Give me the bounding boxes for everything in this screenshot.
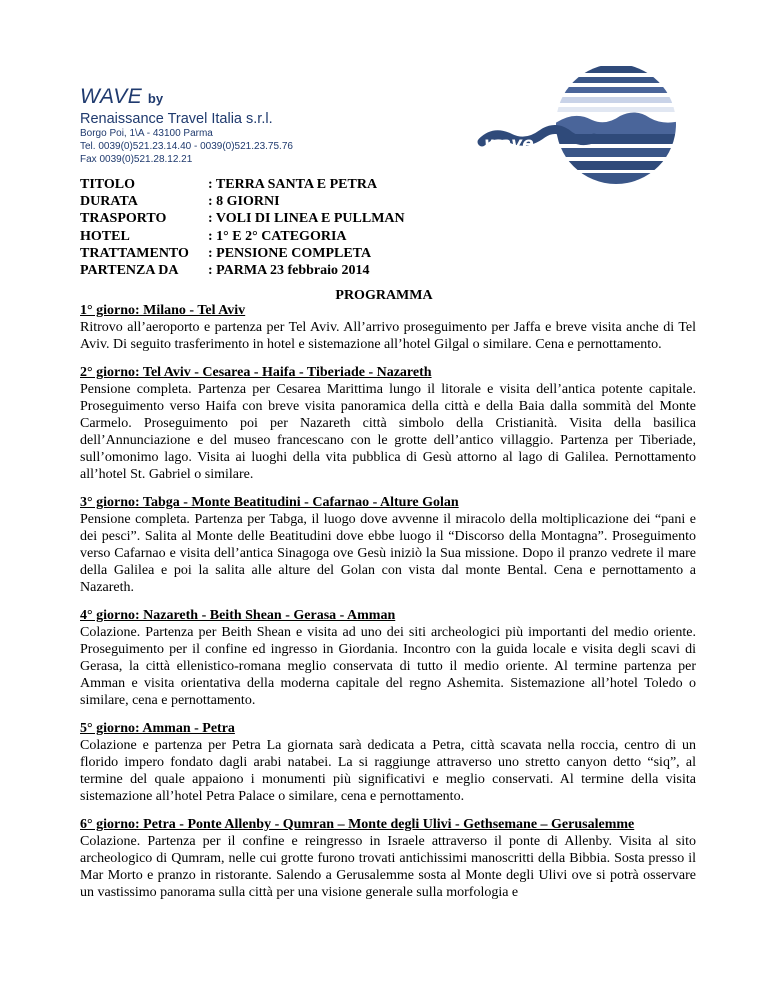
day-description: Ritrovo all’aeroporto e partenza per Tel Aviv. All’arrivo proseguimento per Jaffa e breve visita anche di Tel Aviv. Di seguito trasferimento in hotel e sistemazione all’hotel Gilgal o similare. Cena e pernottamento. bbox=[80, 320, 696, 352]
logo-text: wave bbox=[484, 134, 534, 154]
info-value: : PARMA 23 febbraio 2014 bbox=[208, 262, 370, 278]
wave-logo-icon bbox=[474, 60, 688, 200]
trip-info bbox=[80, 176, 405, 279]
day-description: Colazione. Partenza per Beith Shean e visita ad uno dei siti archeologici più importanti del medio oriente. Proseguimento per il confine ed ingresso in Giordania. Incontro con la guida locale e visita degli scavi di Gerasa, la città ellenistico-romana meglio conservata di tutto il medio oriente. Al termine partenza per Amman e visita orientativa della moderna capitale del regno Ashemita. Sistemazione all’hotel Toledo o similare, cena e pernottamento. bbox=[80, 625, 696, 708]
day-section bbox=[80, 302, 696, 353]
info-row bbox=[80, 193, 405, 210]
day-title: 3° giorno: Tabga - Monte Beatitudini - Cafarnao - Alture Golan bbox=[80, 495, 459, 510]
day-title: 4° giorno: Nazareth - Beith Shean - Gerasa - Amman bbox=[80, 608, 396, 623]
info-value: : 8 GIORNI bbox=[208, 194, 280, 210]
info-value: : VOLI DI LINEA E PULLMAN bbox=[208, 211, 405, 227]
day-description: Pensione completa. Partenza per Tabga, il luogo dove avvenne il miracolo della moltiplicazione dei “pani e dei pesci”. Salita al Monte delle Beatitudini dove ebbe luogo il “Discorso della Montagna”. Proseguimento verso Cafarnao e visita dell’antica Sinagoga ove Gesù iniziò la Sua missione. Dopo il pranzo vedrete il mare della Galilea e poi la salita alle alture del Golan con vista dal monte Bental. Cena e pernottamento a Nazareth. bbox=[80, 512, 696, 595]
info-label: HOTEL bbox=[80, 228, 130, 244]
info-value: : TERRA SANTA E PETRA bbox=[208, 177, 378, 192]
company-fax: Fax 0039(0)521.28.12.21 bbox=[80, 154, 193, 165]
info-label: TRATTAMENTO bbox=[80, 245, 189, 261]
brand-name: WAVE bbox=[80, 85, 143, 108]
brand-by: by bbox=[147, 91, 164, 106]
letterhead bbox=[80, 86, 440, 166]
info-row bbox=[80, 176, 405, 193]
company-tel: Tel. 0039(0)521.23.14.40 - 0039(0)521.23.75.76 bbox=[80, 141, 293, 152]
info-label: DURATA bbox=[80, 194, 138, 210]
company-address: Borgo Poi, 1\A - 43100 Parma bbox=[80, 128, 213, 139]
day-description: Pensione completa. Partenza per Cesarea Marittima lungo il litorale e visita dell’antica potente capitale. Proseguimento verso Haifa con breve visita panoramica della città e della Baia dalla sommità del Monte Carmelo. Proseguimento poi per Nazareth città simbolo della Cristianità. Visita della basilica dell’Annunciazione e del museo francescano con le grotte dell’antico villaggio. Partenza per Tiberiade, sull’omonimo lago. Visita ai luoghi della vita pubblica di Gesù attorno al lago di Galilea. Pernottamento all’hotel St. Gabriel o similare. bbox=[80, 382, 696, 482]
day-section bbox=[80, 816, 696, 901]
day-section bbox=[80, 720, 696, 805]
day-section bbox=[80, 607, 696, 709]
itinerary bbox=[80, 302, 696, 912]
brand-line bbox=[80, 86, 440, 110]
company-name: Renaissance Travel Italia s.r.l. bbox=[80, 111, 273, 127]
day-title: 5° giorno: Amman - Petra bbox=[80, 721, 235, 736]
info-label: PARTENZA DA bbox=[80, 262, 179, 278]
programma-heading: PROGRAMMA bbox=[335, 288, 433, 303]
day-title: 1° giorno: Milano - Tel Aviv bbox=[80, 303, 246, 318]
info-row bbox=[80, 210, 405, 227]
day-description: Colazione e partenza per Petra La giornata sarà dedicata a Petra, città scavata nella roccia, centro di un florido impero fondato dagli arabi natabei. La si raggiunge attraverso uno stretto canyon detto “siq”, al termine del quale appaiono i monumenti più significativi e meglio conservati. Al termine della visita sistemazione all’hotel Petra Palace o similare, cena e pernottamento. bbox=[80, 738, 696, 804]
day-description: Colazione. Partenza per il confine e reingresso in Israele attraverso il ponte di Allenby. Visita al sito archeologico di Qumram, nelle cui grotte furono trovati antichissimi manoscritti della Bibbia. Sosta presso il Mar Morto e pranzo in ristorante. Salendo a Gerusalemme sosta al Monte degli Ulivi ove si potrà osservare un vastissimo panorama sulla città per una visione generale sulla morfologia e bbox=[80, 834, 696, 900]
day-section bbox=[80, 364, 696, 483]
info-label: TITOLO bbox=[80, 177, 135, 192]
day-title: 2° giorno: Tel Aviv - Cesarea - Haifa - Tiberiade - Nazareth bbox=[80, 365, 432, 380]
info-row bbox=[80, 262, 405, 279]
day-section bbox=[80, 494, 696, 596]
info-row bbox=[80, 245, 405, 262]
info-value: : 1° E 2° CATEGORIA bbox=[208, 228, 347, 244]
info-label: TRASPORTO bbox=[80, 211, 167, 227]
info-row bbox=[80, 228, 405, 245]
info-value: : PENSIONE COMPLETA bbox=[208, 245, 372, 261]
day-title: 6° giorno: Petra - Ponte Allenby - Qumran – Monte degli Ulivi - Gethsemane – Gerusalemme bbox=[80, 817, 635, 832]
